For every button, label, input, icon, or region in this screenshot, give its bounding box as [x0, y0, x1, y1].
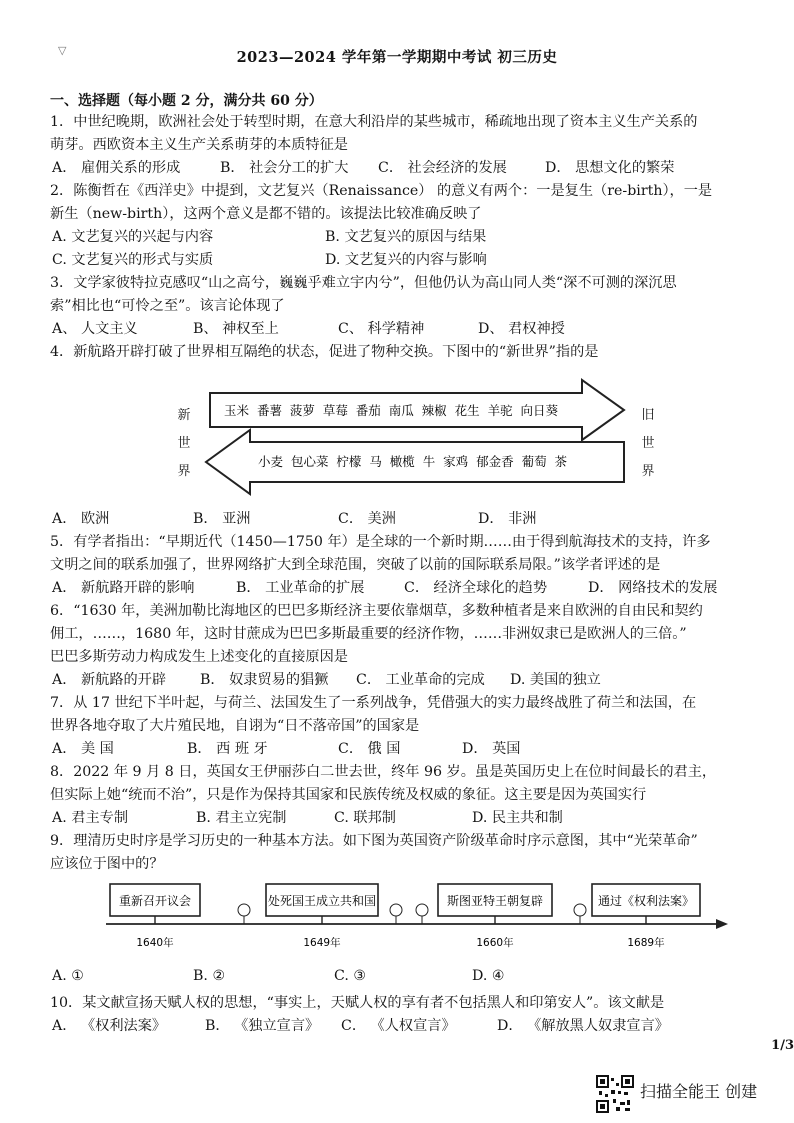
question-text-line: 2．陈衡哲在《西洋史》中提到，文艺复兴（Renaissance） 的意义有两个：一是复生（re-birth），一是 — [50, 183, 713, 199]
question-text-line: 巴巴多斯劳动力构成发生上述变化的直接原因是 — [50, 649, 348, 665]
question-text-line: 10．某文献宣扬天赋人权的思想，“事实上，天赋人权的享有者不包括黑人和印第安人”。该文献是 — [50, 995, 665, 1011]
species-exchange-diagram — [200, 378, 632, 508]
answer-option: C、 科学精神 — [338, 321, 425, 337]
question-text-line: 新生（new-birth），这两个意义是都不错的。该提法比较准确反映了 — [50, 206, 482, 222]
circle-1 — [238, 904, 250, 924]
answer-option: B． 《独立宣言》 — [205, 1018, 320, 1034]
answer-option: D. 美国的独立 — [510, 672, 601, 688]
answer-option: B. 君主立宪制 — [196, 810, 287, 826]
answer-option: A． 新航路的开辟 — [52, 672, 167, 688]
question-text-line: 佣工，……，1680 年，这时甘蔗成为巴巴多斯最重要的经济作物，……非洲奴隶已是欧洲人的三倍。” — [50, 626, 687, 642]
timeline-box-3 — [438, 884, 552, 916]
answer-option: A． 雇佣关系的形成 — [52, 160, 181, 176]
new-to-old-items: 玉米 番薯 菠萝 草莓 番茄 南瓜 辣椒 花生 羊驼 向日葵 — [224, 403, 559, 418]
question-text-line: 4．新航路开辟打破了世界相互隔绝的状态，促进了物种交换。下图中的“新世界”指的是 — [50, 344, 599, 360]
svg-text:重新召开议会: 重新召开议会 — [118, 894, 192, 908]
answer-option: D． 非洲 — [478, 511, 537, 527]
svg-text:通过《权利法案》: 通过《权利法案》 — [597, 894, 695, 908]
old-world-label: 旧 世 界 — [641, 408, 655, 479]
answer-option: B． 工业革命的扩展 — [236, 580, 365, 596]
answer-option: C. 文艺复兴的形式与实质 — [52, 252, 214, 268]
answer-option: A． 美 国 — [52, 741, 114, 757]
question-text-line: 5．有学者指出：“早期近代（1450—1750 年）是全球的一个新时期……由于得到航海技术的支持，许多 — [50, 534, 711, 550]
question-text-line: 9．理清历史时序是学习历史的一种基本方法。如下图为英国资产阶级革命时序示意图，其中“光荣革命” — [50, 833, 698, 849]
year-1660: 1660年 — [476, 937, 514, 949]
page-title: 2023—2024 学年第一学期期中考试 初三历史 — [236, 49, 558, 66]
qr-code-icon — [596, 1075, 634, 1113]
timeline-box-4 — [592, 884, 700, 916]
answer-option: D. 文艺复兴的内容与影响 — [325, 252, 487, 268]
answer-option: C. ③ — [334, 968, 367, 984]
question-text-line: 索”相比也“可怜之至”。该言论体现了 — [50, 298, 285, 314]
corner-mark: ▽ — [58, 44, 67, 57]
answer-option: B. 文艺复兴的原因与结果 — [325, 229, 487, 245]
year-1640: 1640年 — [136, 937, 174, 949]
answer-option: D． 思想文化的繁荣 — [545, 160, 675, 176]
question-text-line: 世界各地夺取了大片殖民地，自诩为“日不落帝国”的国家是 — [50, 718, 420, 734]
answer-option: A． 《权利法案》 — [52, 1018, 167, 1034]
answer-option: A、 人文主义 — [52, 321, 138, 337]
question-text-line: 文明之间的联系加强了，世界网络扩大到全球范围，突破了以前的国际联系局限。”该学者评述的是 — [50, 557, 661, 573]
svg-text:斯图亚特王朝复辟: 斯图亚特王朝复辟 — [446, 894, 544, 908]
answer-option: B． 奴隶贸易的猖獗 — [200, 672, 329, 688]
answer-option: B． 西 班 牙 — [187, 741, 268, 757]
question-text-line: 3．文学家彼特拉克感叹“山之高兮，巍巍乎难立宇内兮”，但他仍认为高山同人类“深不可测的深沉思 — [50, 275, 677, 291]
answer-option: D． 《解放黑人奴隶宣言》 — [497, 1018, 669, 1034]
timeline-box-1 — [110, 884, 200, 916]
answer-option: D． 网络技术的发展 — [588, 580, 718, 596]
answer-option: C. 联邦制 — [334, 810, 396, 826]
answer-option: A． 新航路开辟的影响 — [52, 580, 195, 596]
question-text-line: 应该位于图中的？ — [50, 856, 164, 872]
answer-option: C． 俄 国 — [338, 741, 401, 757]
answer-option: B. ② — [193, 968, 226, 984]
new-world-label: 新 世 界 — [177, 408, 191, 479]
answer-option: C． 工业革命的完成 — [356, 672, 485, 688]
answer-option: A. 君主专制 — [52, 810, 129, 826]
timeline-box-2 — [266, 884, 378, 916]
answer-option: A. 文艺复兴的兴起与内容 — [52, 229, 214, 245]
scanner-watermark: 扫描全能王 创建 — [640, 1082, 758, 1101]
svg-text:处死国王成立共和国: 处死国王成立共和国 — [267, 894, 377, 908]
circle-3 — [416, 904, 428, 924]
answer-option: C． 美洲 — [338, 511, 396, 527]
answer-option: C． 社会经济的发展 — [378, 160, 507, 176]
answer-option: D． 英国 — [462, 741, 521, 757]
old-to-new-items: 小麦 包心菜 柠檬 马 橄榄 牛 家鸡 郁金香 葡萄 茶 — [258, 454, 568, 469]
answer-option: D、 君权神授 — [478, 321, 565, 337]
question-text-line: 7．从 17 世纪下半叶起，与荷兰、法国发生了一系列战争，凭借强大的实力最终战胜了荷兰和法国，在 — [50, 695, 697, 711]
year-1689: 1689年 — [627, 937, 665, 949]
circle-2 — [390, 904, 402, 924]
answer-option: B． 亚洲 — [193, 511, 251, 527]
section-heading: 一、选择题（每小题 2 分，满分共 60 分） — [50, 93, 323, 109]
answer-option: A. ① — [52, 968, 84, 984]
answer-option: A． 欧洲 — [52, 511, 110, 527]
timeline-arrowhead — [716, 919, 728, 929]
year-1649: 1649年 — [303, 937, 341, 949]
answer-option: B． 社会分工的扩大 — [220, 160, 349, 176]
question-text-line: 萌芽。西欧资本主义生产关系萌芽的本质特征是 — [50, 137, 348, 153]
answer-option: C． 《人权宣言》 — [341, 1018, 456, 1034]
answer-option: D. 民主共和制 — [472, 810, 563, 826]
question-text-line: 6．“1630 年，美洲加勒比海地区的巴巴多斯经济主要依靠烟草，多数种植者是来自欧洲的自由民和契约 — [50, 603, 703, 619]
revolution-timeline — [100, 878, 732, 960]
question-text-line: 但实际上她“统而不治”，只是作为保持其国家和民族传统及权威的象征。这主要是因为英国实行 — [50, 787, 647, 803]
answer-option: B、 神权至上 — [193, 321, 279, 337]
circle-4 — [574, 904, 586, 924]
answer-option: C． 经济全球化的趋势 — [404, 580, 548, 596]
question-text-line: 1．中世纪晚期，欧洲社会处于转型时期，在意大利沿岸的某些城市，稀疏地出现了资本主义生产关系的 — [50, 114, 698, 130]
answer-option: D. ④ — [472, 968, 505, 984]
question-text-line: 8．2022 年 9 月 8 日，英国女王伊丽莎白二世去世，终年 96 岁。虽是英国历史上在位时间最长的君主， — [50, 764, 717, 780]
page-number: 1/3 — [771, 1038, 794, 1053]
